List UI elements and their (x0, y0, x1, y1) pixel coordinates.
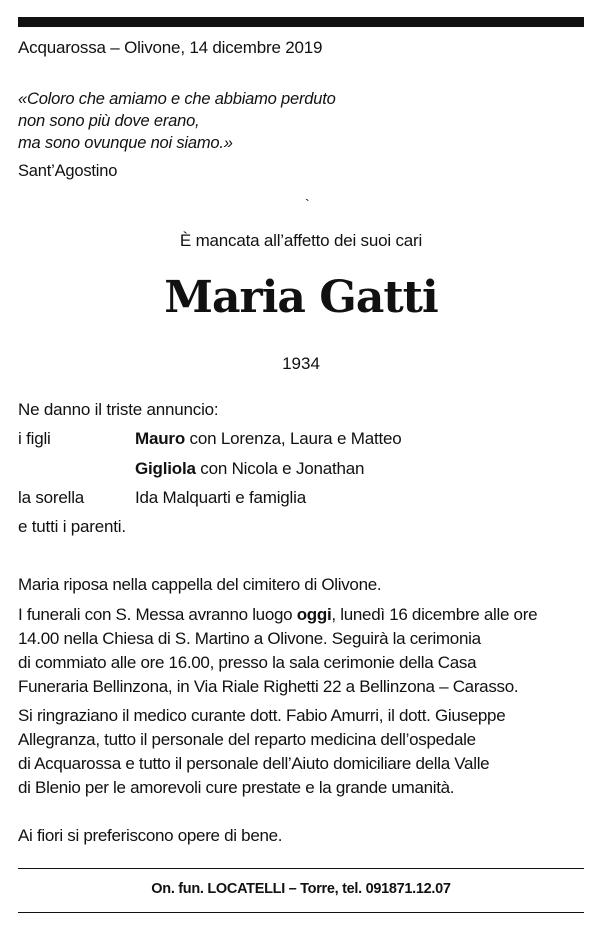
bottom-rule (18, 912, 584, 913)
rest-place-paragraph (18, 573, 584, 597)
paragraph-line: di Blenio per le amorevoli cure prestate e la grande umanità. (18, 778, 455, 797)
quote-line: ma sono ovunque noi siamo.» (18, 134, 233, 152)
quote-author: Sant’Agostino (18, 162, 118, 180)
birth-year: 1934 (282, 354, 320, 373)
thanks-paragraph (18, 704, 584, 800)
family-value (135, 429, 402, 449)
paragraph-line: Allegranza, tutto il personale del reparto medicina dell’ospedale (18, 730, 476, 749)
quote-line: non sono più dove erano, (18, 112, 200, 130)
quote-line: «Coloro che amiamo e che abbiamo perduto (18, 90, 336, 108)
paragraph-line: Funeraria Bellinzona, in Via Riale Righetti 22 a Bellinzona – Carasso. (18, 677, 519, 696)
dateline: Acquarossa – Olivone, 14 dicembre 2019 (18, 38, 323, 57)
deceased-name: Maria Gatti (164, 272, 438, 323)
flowers-paragraph (18, 824, 584, 848)
paragraph-line: di commiato alle ore 16.00, presso la sala cerimonie della Casa (18, 653, 477, 672)
top-rule (18, 17, 584, 27)
quote (18, 88, 336, 154)
paragraph-line (18, 603, 584, 627)
intro-text: È mancata all’affetto dei suoi cari (179, 231, 423, 250)
funeral-today-bold: oggi (296, 605, 332, 624)
bottom-rule (18, 868, 584, 869)
announcement-heading: Ne danno il triste annuncio: (18, 400, 219, 419)
funeral-home-footer: On. fun. LOCATELLI – Torre, tel. 091871.12.07 (151, 881, 451, 897)
paragraph-line: di Acquarossa e tutto il personale dell’Aiuto domiciliare della Valle (18, 754, 490, 773)
paragraph-line: Maria riposa nella cappella del cimitero di Olivone. (18, 575, 382, 594)
family-name-rest: con Lorenza, Laura e Matteo (185, 429, 402, 448)
funeral-text: I funerali con S. Messa avranno luogo (18, 605, 297, 624)
family-label: i figli (18, 429, 51, 448)
family-name-rest: con Nicola e Jonathan (195, 459, 365, 478)
accent-mark: ` (305, 196, 310, 212)
paragraph-line: Ai fiori si preferiscono opere di bene. (18, 826, 283, 845)
family-name-bold: Gigliola (135, 459, 196, 478)
family-name-bold: Mauro (135, 429, 186, 448)
obituary-page (18, 0, 584, 928)
family-value (135, 488, 306, 508)
paragraph-line: 14.00 nella Chiesa di S. Martino a Olivone. Seguirà la cerimonia (18, 629, 481, 648)
funeral-text: , lunedì 16 dicembre alle ore (331, 605, 538, 624)
family-value (135, 459, 364, 479)
family-name-rest: Ida Malquarti e famiglia (135, 488, 306, 507)
paragraph-line: Si ringraziano il medico curante dott. Fabio Amurri, il dott. Giuseppe (18, 706, 506, 725)
family-label: e tutti i parenti. (18, 517, 126, 536)
family-label: la sorella (18, 488, 85, 507)
funeral-paragraph (18, 603, 584, 699)
